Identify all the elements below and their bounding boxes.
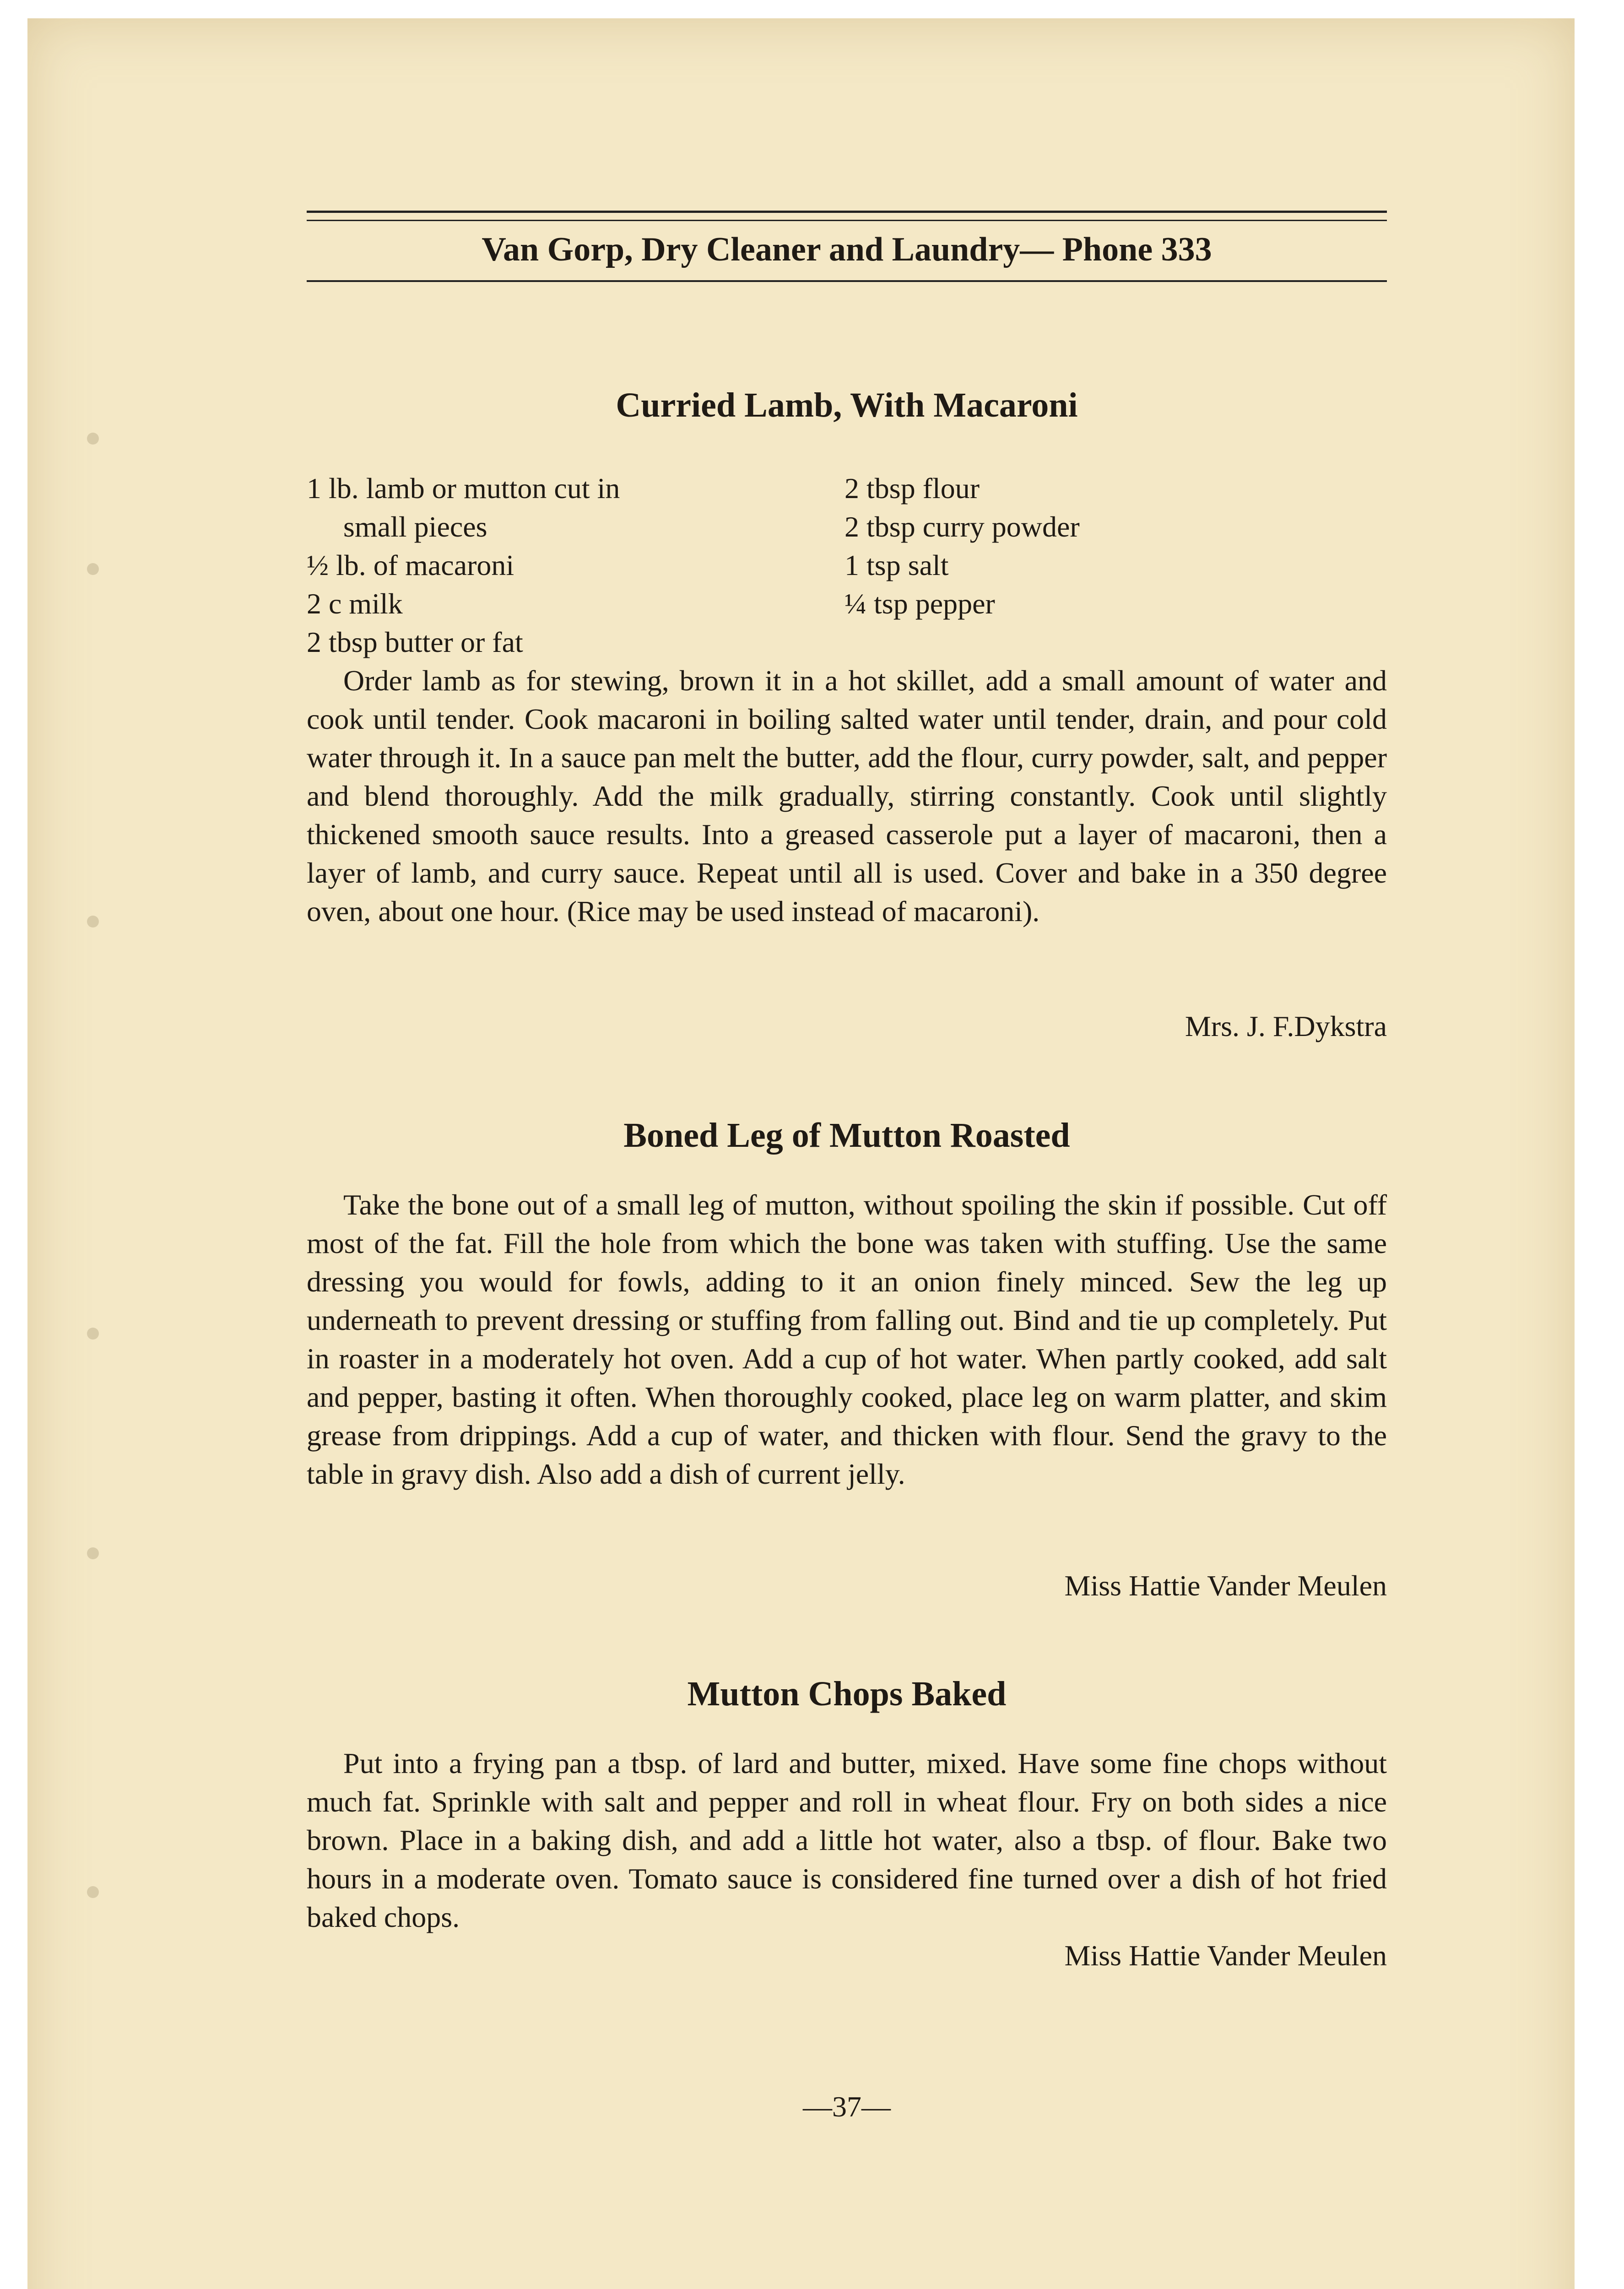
binding-hole — [87, 916, 99, 928]
binding-hole — [87, 433, 99, 445]
ingredient-item: small pieces — [343, 510, 487, 543]
recipe-author: Miss Hattie Vander Meulen — [1064, 1569, 1387, 1602]
ingredient-item: 1 tsp salt — [844, 549, 949, 581]
recipe-directions: Take the bone out of a small leg of mutton, without spoiling the skin if possible. Cut off most of the fat. Fill the hole from which the bone was taken with stuffing. Use the same dressing you would for fowls, adding to it an onion finely minced. Sew the leg up underneath to prevent dressing or stuffing from falling out. Bind and tie up completely. Put in roaster in a moderately hot oven. Add a cup of hot water. When partly cooked, add salt and pepper, basting it often. When thoroughly cooked, place leg on warm platter, and skim grease from drippings. Add a cup of water, and thicken with flour. Send the gravy to the table in gravy dish. Also add a dish of current jelly. — [307, 1188, 1387, 1490]
recipe-directions: Put into a frying pan a tbsp. of lard and butter, mixed. Have some fine chops without much fat. Sprinkle with salt and pepper and roll in wheat flour. Fry on both sides a nice brown. Place in a baking dish, and add a little hot water, also a tbsp. of flour. Bake two hours in a moderate oven. Tomato sauce is considered fine turned over a dish of hot fried baked chops. — [307, 1747, 1387, 1933]
header-rule-bottom — [307, 280, 1387, 282]
recipe-author: Mrs. J. F.Dykstra — [1185, 1010, 1387, 1042]
recipe-title: Curried Lamb, With Macaroni — [616, 386, 1078, 424]
ingredient-item: 2 tbsp curry powder — [844, 510, 1080, 543]
binding-hole — [87, 1328, 99, 1340]
header-rule-top-thin — [307, 220, 1387, 221]
recipe-directions: Order lamb as for stewing, brown it in a hot skillet, add a small amount of water and cook until tender. Cook macaroni in boiling salted water until tender, drain, and pour cold water through it. In a sauce pan melt the butter, add the flour, curry powder, salt, and pepper and blend thoroughly. Add the milk gradually, stirring constantly. Cook until slightly thickened smooth sauce results. Into a greased casserole put a layer of macaroni, then a layer of lamb, and curry sauce. Repeat until all is used. Cover and bake in a 350 degree oven, about one hour. (Rice may be used instead of macaroni). — [307, 664, 1387, 928]
binding-hole — [87, 1886, 99, 1898]
binding-hole — [87, 563, 99, 575]
page-number: —37— — [803, 2090, 891, 2123]
recipe-title: Mutton Chops Baked — [687, 1675, 1007, 1713]
binding-hole — [87, 1547, 99, 1559]
ingredient-item: 1 lb. lamb or mutton cut in — [307, 472, 620, 504]
ingredient-item: ½ lb. of macaroni — [307, 549, 514, 581]
ingredient-item: 2 tbsp flour — [844, 472, 980, 504]
recipe-author: Miss Hattie Vander Meulen — [1064, 1939, 1387, 1972]
header-rule-top — [307, 211, 1387, 213]
ingredient-item: 2 c milk — [307, 587, 403, 620]
recipe-title: Boned Leg of Mutton Roasted — [623, 1116, 1070, 1155]
advertisement-header: Van Gorp, Dry Cleaner and Laundry— Phone 333 — [482, 231, 1212, 268]
ingredient-item: ¼ tsp pepper — [844, 587, 995, 620]
ingredient-item: 2 tbsp butter or fat — [307, 626, 523, 658]
